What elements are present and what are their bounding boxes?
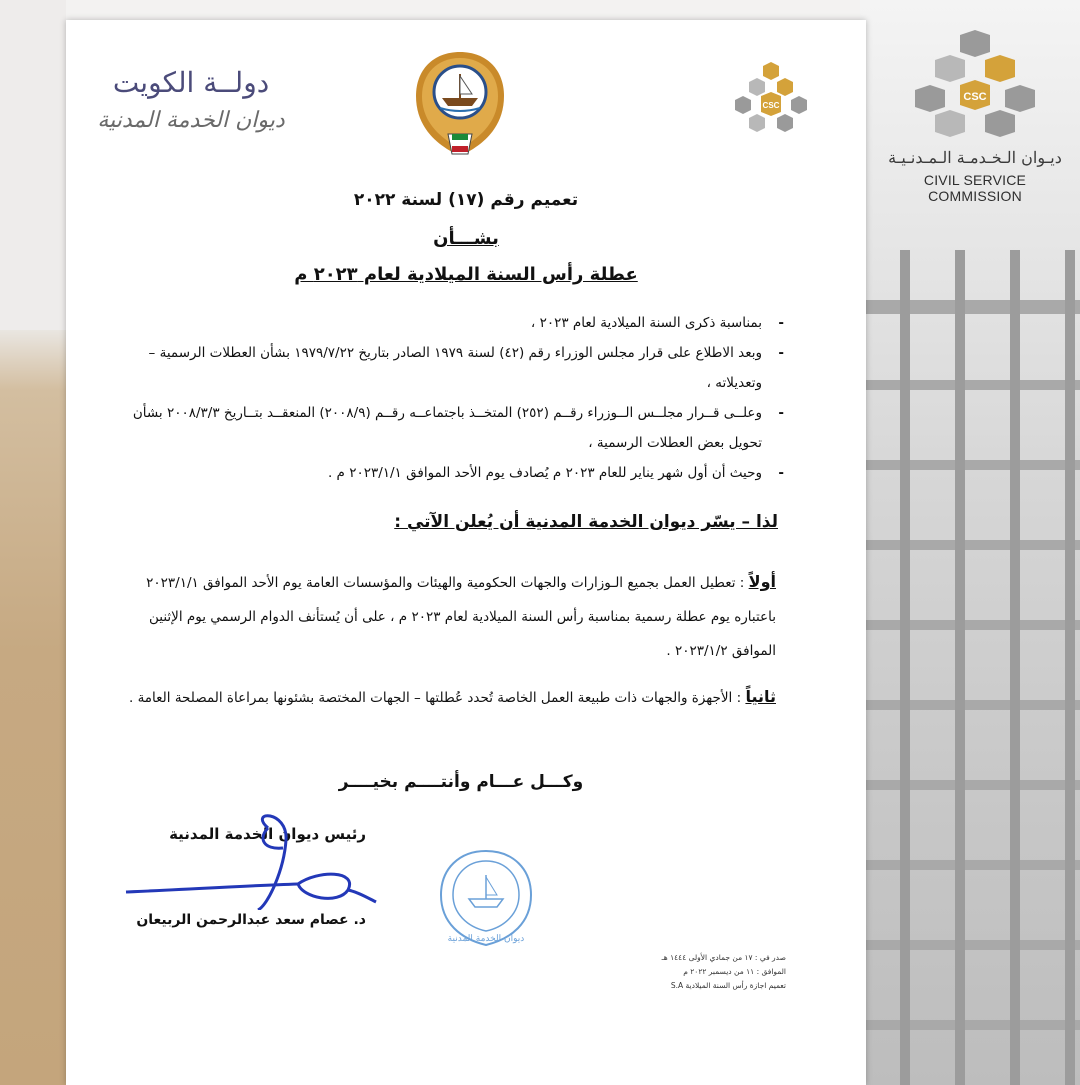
preamble-item: - وبعد الاطلاع على قرار مجلس الوزراء رقم (٤٢) لسنة ١٩٧٩ الصادر بتاريخ ١٩٧٩/٧/٢٢ بشأن العطلات الرسمية – وتعديلاته ، xyxy=(124,338,784,398)
first-clause xyxy=(124,565,776,668)
corner-logo-arabic-name: ديـوان الـخـدمـة الـمـدنـيـة xyxy=(888,148,1062,167)
kuwait-emblem-icon xyxy=(412,48,508,163)
subject-heading: عطلة رأس السنة الميلادية لعام ٢٠٢٣ م xyxy=(294,264,638,285)
svg-text:ديوان الخدمة المدنية: ديوان الخدمة المدنية xyxy=(447,934,525,944)
circular-number-title: تعميم رقم (١٧) لسنة ٢٠٢٢ xyxy=(353,190,579,210)
second-clause-text: : الأجهزة والجهات ذات طبيعة العمل الخاصة تُحدد عُطلتها – الجهات المختصة بشئونها بمراعاة المصلحة العامة . xyxy=(128,690,742,706)
preamble-list xyxy=(124,308,784,488)
csc-small-logo-icon xyxy=(721,62,821,157)
preamble-item: - وحيث أن أول شهر يناير للعام ٢٠٢٣ م يُصادف يوم الأحد الموافق ٢٠٢٣/١/١ م . xyxy=(124,458,784,488)
first-clause-text: : تعطيل العمل بجميع الـوزارات والجهات الحكومية والهيئات والمؤسسات العامة يوم الأحد الموافق ٢٠٢٣/١/١ باعتباره يوم عطلة رسمية بمناسبة رأس السنة الميلادية لعام ٢٠٢٣ م ، على أن يُستأنف الدوام الرسمي يوم الإثنين الموافق ٢٠٢٣/١/٢ . xyxy=(146,575,776,659)
first-clause-label: أولاً xyxy=(748,572,776,591)
second-clause xyxy=(124,680,776,715)
official-stamp-icon xyxy=(431,845,541,950)
csc-logo-icon xyxy=(880,30,1070,145)
csc-corner-logo xyxy=(880,30,1070,204)
signature-icon xyxy=(118,810,378,910)
background-light-panel xyxy=(0,0,66,330)
closing-greeting: وكـــل عـــام وأنتــــم بخيــــر xyxy=(338,772,584,792)
signatory-title: رئيس ديوان الخدمة المدنية xyxy=(169,825,366,843)
svg-text:CSC: CSC xyxy=(963,91,987,103)
announcement-lead: لذا – يسّر ديوان الخدمة المدنية أن يُعلن الآتي : xyxy=(394,512,778,532)
issue-date: صدر في : ١٧ من جمادي الأولى ١٤٤٤ هـ xyxy=(661,953,786,962)
corner-logo-english-name: CIVIL SERVICE COMMISSION xyxy=(923,172,1027,204)
civil-service-commission-subtitle: ديوان الخدمة المدنية xyxy=(97,108,285,133)
regarding-heading: بشـــأن xyxy=(433,228,499,249)
preamble-item: - وعلــى قــرار مجلــس الــوزراء رقــم (٢٥٢) المتخــذ باجتماعــه رقــم (٢٠٠٨/٩) المنعقــد بتــاريخ ٢٠٠٨/٣/٣ بشأن تحويل بعض العطلات الرسمية ، xyxy=(124,398,784,458)
gregorian-date: الموافق : ١١ من ديسمبر ٢٠٢٢ م xyxy=(683,967,786,976)
reference-code: تعميم اجازة رأس السنة الميلادية S.A xyxy=(670,981,786,990)
signatory-name: د. عصام سعد عبدالرحمن الربيعان xyxy=(136,912,366,928)
second-clause-label: ثانياً xyxy=(745,687,776,706)
preamble-item: - بمناسبة ذكرى السنة الميلادية لعام ٢٠٢٣ ، xyxy=(124,308,784,338)
circular-document xyxy=(66,20,866,1085)
state-of-kuwait-title: دولــة الكويت xyxy=(112,66,270,99)
svg-text:CSC: CSC xyxy=(762,101,780,110)
